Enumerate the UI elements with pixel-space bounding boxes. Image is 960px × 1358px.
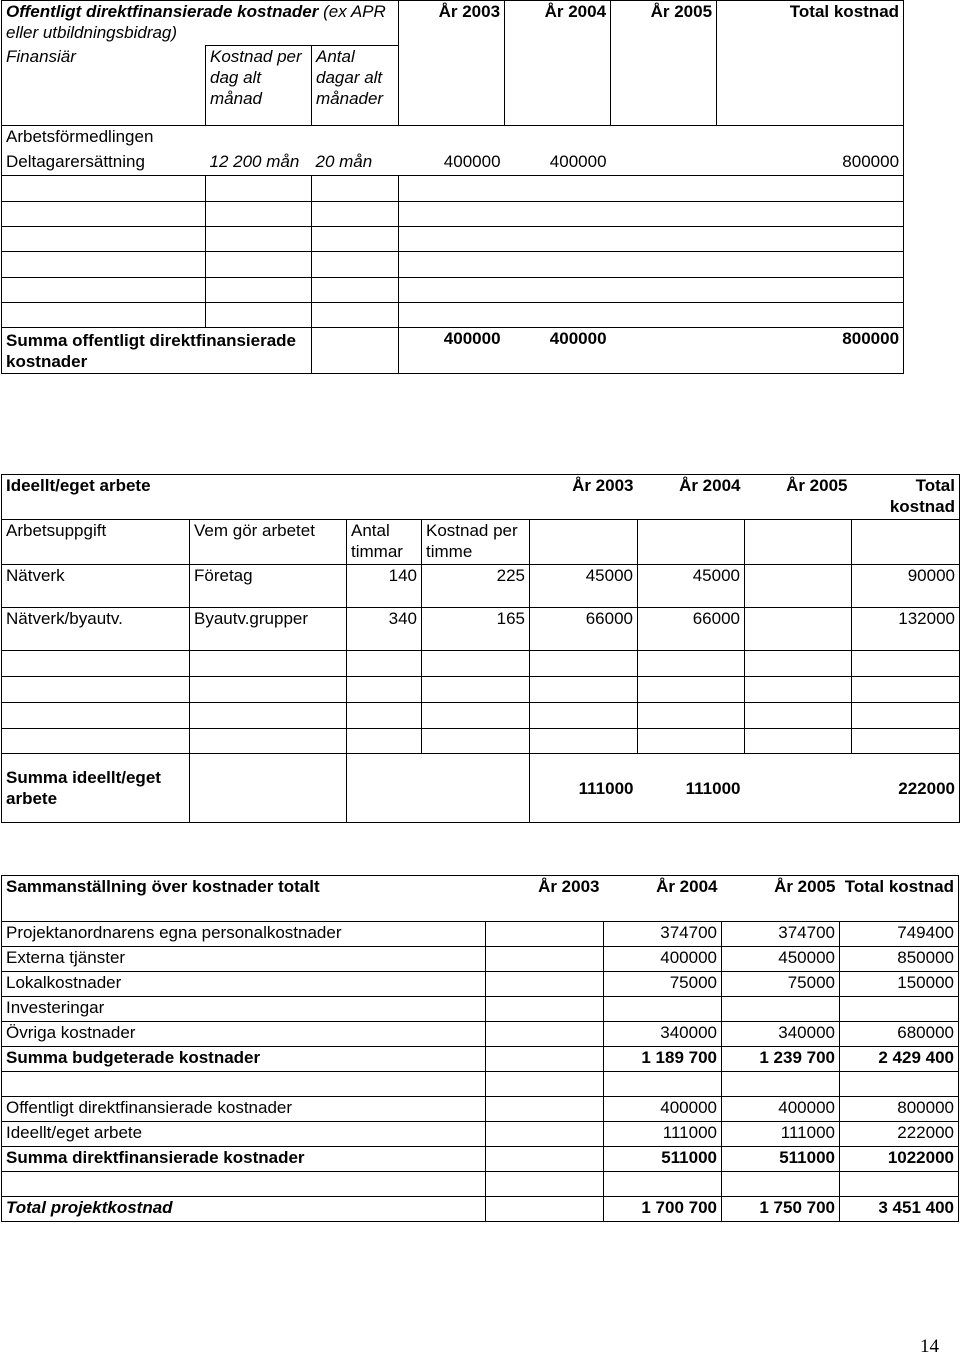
value-total: 749400 (840, 922, 959, 947)
volunteer-work-title: Ideellt/eget arbete (2, 475, 530, 520)
table-row (2, 1172, 959, 1197)
row-label: Investeringar (2, 997, 486, 1022)
public-funding-title-cell (2, 1, 399, 46)
table-row (2, 1122, 959, 1147)
empty-cell (530, 520, 638, 565)
empty-cell (745, 729, 852, 754)
empty-cell (2, 278, 206, 303)
value-2004: 1 700 700 (604, 1197, 722, 1222)
empty-cell (399, 303, 904, 328)
table-row (2, 997, 959, 1022)
public-funding-title: Offentligt direktfinansierade kostnader (6, 2, 319, 21)
table-row (2, 972, 959, 997)
sum-2004: 400000 (505, 328, 611, 374)
who-cell: Företag (190, 565, 347, 608)
value-2003: 45000 (530, 565, 638, 608)
value-2005: 1 239 700 (722, 1047, 840, 1072)
cost-per-header: Kostnad per dag alt månad (206, 46, 312, 126)
value-total: 2 429 400 (840, 1047, 959, 1072)
total-cost-header: Total kostnad (717, 1, 904, 126)
empty-cell (312, 252, 399, 278)
value-2005: 111000 (722, 1122, 840, 1147)
year-2003-header: År 2003 (399, 1, 505, 126)
rate-cell: 165 (422, 608, 530, 651)
empty-cell (312, 176, 399, 202)
empty-cell (2, 677, 190, 703)
rate-header: Kostnad per timme (422, 520, 530, 565)
value-total: 680000 (840, 1022, 959, 1047)
empty-cell (2, 252, 206, 278)
empty-cell (190, 677, 347, 703)
cost-summary-table (1, 875, 959, 1222)
empty-cell (206, 252, 312, 278)
empty-cell (312, 202, 399, 227)
sum-2003: 400000 (399, 328, 505, 374)
hours-cell: 340 (347, 608, 422, 651)
empty-cell (422, 703, 530, 729)
value-2004: 374700 (604, 922, 722, 947)
value-2005 (722, 1072, 840, 1097)
hours-cell: 140 (347, 565, 422, 608)
row-label: Offentligt direktfinansierade kostnader (2, 1097, 486, 1122)
value-2003 (486, 1072, 604, 1097)
sum-total: 800000 (717, 328, 904, 374)
table-row (2, 1072, 959, 1097)
value-2003 (486, 1147, 604, 1172)
value-2004: 45000 (638, 565, 745, 608)
total-cost-header: Total kostnad (852, 475, 960, 520)
task-cell: Nätverk (2, 565, 190, 608)
empty-cell (206, 202, 312, 227)
value-2003 (486, 997, 604, 1022)
empty-cell (2, 202, 206, 227)
sum-2003: 111000 (530, 754, 638, 823)
cost-summary-title: Sammanställning över kostnader totalt (2, 876, 486, 922)
empty-cell (347, 651, 422, 677)
empty-cell (852, 677, 960, 703)
value-total: 800000 (840, 1097, 959, 1122)
row-label: Total projektkostnad (2, 1197, 486, 1222)
value-2004: 400000 (604, 947, 722, 972)
empty-cell (638, 651, 745, 677)
empty-cell (399, 227, 904, 252)
value-2003 (486, 1122, 604, 1147)
table-row (2, 1047, 959, 1072)
year-2004-header: År 2004 (604, 876, 722, 922)
value-2004: 66000 (638, 608, 745, 651)
value-2004 (604, 1072, 722, 1097)
empty-cell (530, 703, 638, 729)
rate-cell: 225 (422, 565, 530, 608)
empty-cell (399, 252, 904, 278)
value-2003 (486, 1022, 604, 1047)
empty-cell (312, 303, 399, 328)
row-label: Ideellt/eget arbete (2, 1122, 486, 1147)
empty-cell (745, 651, 852, 677)
who-cell: Byautv.grupper (190, 608, 347, 651)
row-label (2, 1172, 486, 1197)
value-2004 (604, 997, 722, 1022)
empty-cell (399, 202, 904, 227)
row-label: Lokalkostnader (2, 972, 486, 997)
empty-cell (852, 520, 960, 565)
empty-cell (2, 227, 206, 252)
empty-cell (2, 703, 190, 729)
total-cost-header: Total kostnad (840, 876, 959, 922)
public-funding-table (1, 0, 904, 374)
empty-cell (530, 729, 638, 754)
empty-cell (347, 677, 422, 703)
value-2004: 1 189 700 (604, 1047, 722, 1072)
cost-cell: 12 200 mån (206, 151, 312, 176)
empty-cell (2, 176, 206, 202)
value-2003 (486, 947, 604, 972)
empty-cell (745, 520, 852, 565)
cost-summary-body (2, 922, 959, 1222)
empty-cell (190, 754, 347, 823)
table-row (2, 1147, 959, 1172)
value-2004: 400000 (505, 151, 611, 176)
empty-cell (852, 651, 960, 677)
value-total: 90000 (852, 565, 960, 608)
empty-cell (422, 651, 530, 677)
page-number: 14 (920, 1336, 939, 1357)
value-2003 (486, 1172, 604, 1197)
year-2004-header: År 2004 (638, 475, 745, 520)
value-2005: 400000 (722, 1097, 840, 1122)
table-row (2, 1022, 959, 1047)
value-2005 (745, 565, 852, 608)
table-row (2, 1097, 959, 1122)
empty-cell (347, 703, 422, 729)
value-2005: 340000 (722, 1022, 840, 1047)
value-total: 222000 (840, 1122, 959, 1147)
value-2003: 66000 (530, 608, 638, 651)
year-2005-header: År 2005 (722, 876, 840, 922)
value-2005 (611, 151, 717, 176)
empty-cell (2, 303, 206, 328)
volunteer-sum-label: Summa ideellt/eget arbete (2, 754, 190, 823)
empty-cell (2, 651, 190, 677)
financier-header: Finansiär (2, 46, 206, 126)
value-total (840, 997, 959, 1022)
value-2004: 340000 (604, 1022, 722, 1047)
empty-cell (638, 703, 745, 729)
who-header: Vem gör arbetet (190, 520, 347, 565)
value-2005: 75000 (722, 972, 840, 997)
empty-cell (638, 520, 745, 565)
row-label (2, 1072, 486, 1097)
value-2003 (486, 1047, 604, 1072)
task-cell: Nätverk/byautv. (2, 608, 190, 651)
empty-cell (422, 729, 530, 754)
empty-cell (852, 703, 960, 729)
empty-cell (422, 677, 530, 703)
row-label: Projektanordnarens egna personalkostnader (2, 922, 486, 947)
empty-cell (190, 703, 347, 729)
value-2005: 374700 (722, 922, 840, 947)
value-total (840, 1072, 959, 1097)
empty-cell (530, 677, 638, 703)
value-total: 850000 (840, 947, 959, 972)
row-label: Externa tjänster (2, 947, 486, 972)
value-2003: 400000 (399, 151, 505, 176)
value-total: 800000 (717, 151, 904, 176)
empty-cell (312, 278, 399, 303)
year-2005-header: År 2005 (745, 475, 852, 520)
empty-cell (2, 729, 190, 754)
sum-total: 222000 (852, 754, 960, 823)
table-row (2, 947, 959, 972)
hours-header: Antal timmar (347, 520, 422, 565)
empty-cell (206, 303, 312, 328)
empty-cell (852, 729, 960, 754)
task-header: Arbetsuppgift (2, 520, 190, 565)
empty-cell (206, 176, 312, 202)
empty-cell (745, 677, 852, 703)
empty-cell (347, 729, 422, 754)
year-2004-header: År 2004 (505, 1, 611, 126)
empty-cell (190, 651, 347, 677)
public-funding-title-suffix: (ex APR eller utbildningsbidrag) (6, 2, 386, 42)
value-2005 (722, 997, 840, 1022)
value-2005: 450000 (722, 947, 840, 972)
empty-cell (638, 677, 745, 703)
row-label: Summa budgeterade kostnader (2, 1047, 486, 1072)
value-2005 (745, 608, 852, 651)
value-total: 150000 (840, 972, 959, 997)
sum-2004: 111000 (638, 754, 745, 823)
empty-cell (745, 703, 852, 729)
days-header: Antal dagar alt månader (312, 46, 399, 126)
value-total: 3 451 400 (840, 1197, 959, 1222)
value-2003 (486, 1197, 604, 1222)
sum-2005 (611, 328, 717, 374)
empty-cell (530, 651, 638, 677)
row-label: Deltagarersättning (2, 151, 206, 176)
year-2005-header: År 2005 (611, 1, 717, 126)
value-2005: 511000 (722, 1147, 840, 1172)
year-2003-header: År 2003 (530, 475, 638, 520)
value-2003 (486, 972, 604, 997)
value-2004: 400000 (604, 1097, 722, 1122)
value-2004: 111000 (604, 1122, 722, 1147)
empty-cell (312, 227, 399, 252)
volunteer-work-table (1, 474, 960, 823)
row-label: Arbetsförmedlingen (6, 127, 154, 146)
value-total (840, 1172, 959, 1197)
table-row (2, 922, 959, 947)
value-2003 (486, 922, 604, 947)
empty-cell (638, 729, 745, 754)
table-row (2, 126, 904, 151)
empty-cell (312, 328, 399, 374)
row-label: Summa direktfinansierade kostnader (2, 1147, 486, 1172)
empty-cell (206, 227, 312, 252)
empty-cell (399, 176, 904, 202)
value-2005 (722, 1172, 840, 1197)
empty-cell (399, 278, 904, 303)
days-cell: 20 mån (312, 151, 399, 176)
value-2003 (486, 1097, 604, 1122)
table-row (2, 1197, 959, 1222)
value-2004 (604, 1172, 722, 1197)
empty-cell (206, 278, 312, 303)
value-total: 132000 (852, 608, 960, 651)
row-label: Övriga kostnader (2, 1022, 486, 1047)
sum-2005 (745, 754, 852, 823)
value-total: 1022000 (840, 1147, 959, 1172)
public-funding-sum-label: Summa offentligt direktfinansierade kostnader (2, 328, 312, 374)
empty-cell (347, 754, 530, 823)
value-2005: 1 750 700 (722, 1197, 840, 1222)
value-2004: 511000 (604, 1147, 722, 1172)
empty-cell (190, 729, 347, 754)
year-2003-header: År 2003 (486, 876, 604, 922)
value-2004: 75000 (604, 972, 722, 997)
